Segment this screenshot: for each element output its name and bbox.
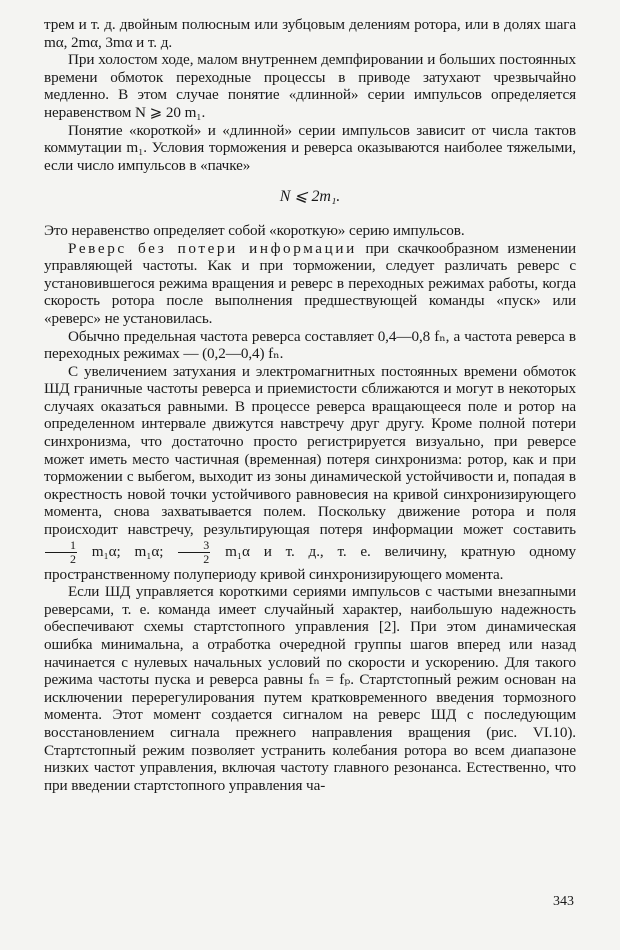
formula-short-series: N ⩽ 2m₁. — [279, 188, 341, 206]
damping-text-c: m₁α и т. д., т. е. величину, кратную одному пространственному полупериоду кривой синхронизирующего момента. — [44, 542, 576, 583]
damping-text-a: С увеличением затухания и электромагнитных постоянных времени обмоток ШД граничные частоты реверса и приемистости сближаются и могут в некоторых случаях оказаться равными. В процессе реверса вращающееся поле и ротор на определенном интервале движутся навстречу друг другу. Кроме полной потери синхронизма, что достаточно просто регистрируется визуально, при реверсе может иметь место частичная (временная) потеря синхронизма: ротор, как и при торможении с выбегом, выходит из зоны динамической устойчивости и, попадая в окрестность новой точки устойчивого равновесия на кривой синхронизирующего момента, снова захватывается полем. Поскольку движение ротора и поля происходит навстречу, результирующая потеря информации может составить — [44, 362, 576, 539]
fraction-one-half — [45, 539, 77, 566]
paragraph-inequality-meaning: Это неравенство определяет собой «короткую» серию импульсов. — [44, 221, 465, 239]
fraction-numerator: 3 — [178, 539, 210, 553]
reverse-text: при скачкообразном изменении управляющей частоты. Как и при торможении, следует различать реверс с установившегося режима вращения и реверс в переходных режимах работы, когда скорость ротора после выполнения предшествующей команды «пуск» или «реверс» не установилась. — [44, 239, 576, 327]
fraction-denominator: 2 — [70, 551, 76, 566]
paragraph-continuation: трем и т. д. двойным полюсным или зубцовым делениям ротора, или в долях шага mα, 2mα, 3mα и т. д. — [44, 16, 576, 51]
page-number: 343 — [553, 894, 574, 909]
fraction-numerator: 1 — [45, 539, 77, 553]
paragraph-reverse-frequency: Обычно предельная частота реверса составляет 0,4—0,8 fₙ, а частота реверса в переходных режимах — (0,2—0,4) fₙ. — [44, 327, 576, 363]
paragraph-idle-run: При холостом ходе, малом внутреннем демпфировании и больших постоянных времени обмоток переходные процессы в приводе затухают чрезвычайно медленно. В этом случае понятие «длинной» серии импульсов определяется неравенством N ⩾ 20 m₁. — [44, 51, 576, 121]
damping-text-b: m₁α; m₁α; — [77, 542, 178, 560]
paragraph-damping — [44, 363, 576, 584]
reverse-heading: Реверс без потери информации — [68, 239, 357, 257]
paragraph-series-definition: Понятие «короткой» и «длинной» серии импульсов зависит от числа тактов коммутации m₁. Условия торможения и реверса оказываются наиболее тяжелыми, если число импульсов в «пачке» — [44, 121, 576, 174]
body-text — [44, 16, 576, 794]
paragraph-start-stop: Если ШД управляется короткими сериями импульсов с частыми внезапными реверсами, т. е. команда имеет случайный характер, наибольшую надежность обеспечивают схемы стартстопного управления [2]. При этом динамическая ошибка минимальна, а отработка очередной группы шагов вперед или назад начинается с нулевых начальных условий по скорости и ускорению. Для такого режима частоты пуска и реверса равны fₙ = fₚ. Стартстопный режим основан на исключении перерегулирования путем кратковременного введения тормозного момента. Этот момент создается сигналом на реверс ШД с последующим восстановлением сигнала прежнего направления вращения (рис. VI.10). Стартстопный режим позволяет устранить колебания ротора во всем диапазоне низких частот управления, включая частоту главного резонанса. Естественно, что при введении стартстопного управления ча- — [44, 583, 576, 794]
fraction-three-halves — [178, 539, 210, 566]
paragraph-reverse — [44, 240, 576, 328]
fraction-denominator: 2 — [203, 551, 210, 566]
